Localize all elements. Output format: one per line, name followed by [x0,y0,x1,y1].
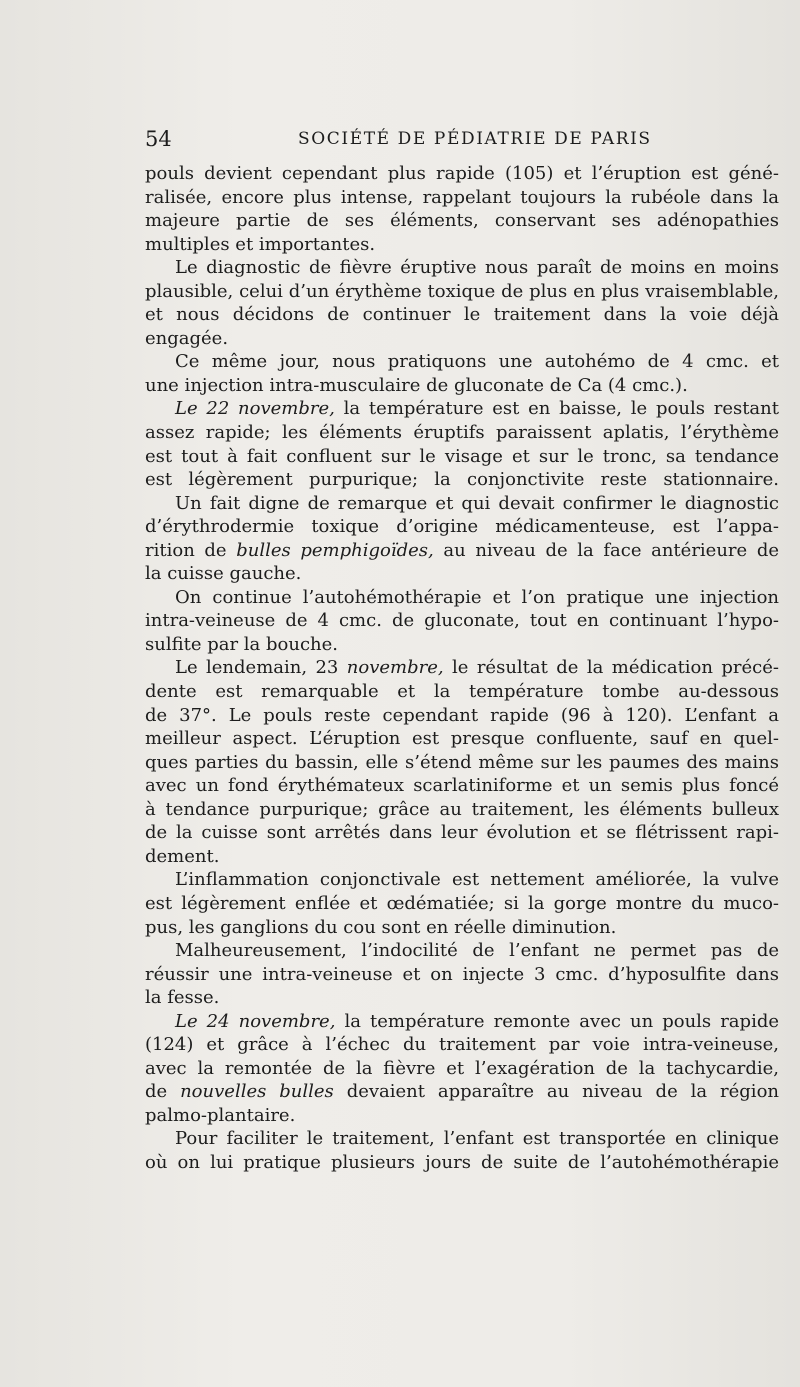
text-line: et nous décidons de continuer le traitement dans la voie déjà [145,304,779,326]
text-line: multiples et importantes. [145,233,376,255]
text-line: ques parties du bassin, elle s’étend même sur les paumes des mains [145,751,779,773]
text-line [145,1010,779,1034]
text-line [145,656,779,680]
text-line: dente est remarquable et la température tombe au-dessous [145,681,779,703]
text-line: meilleur aspect. L’éruption est presque confluente, sauf en quel- [145,728,779,750]
text-line: majeure partie de ses éléments, conservant ses adénopathies [145,210,779,232]
text-line: intra-veineuse de 4 cmc. de gluconate, tout en continuant l’hypo- [145,610,779,632]
italic-term: nouvelles bulles [180,1081,334,1103]
text-line: est légèrement purpurique; la conjonctivite reste stationnaire. [145,469,779,491]
page-number: 54 [145,127,172,151]
line-segment: rition de [145,539,237,561]
line-segment: de [145,1081,181,1103]
text-line: est légèrement enflée et œdématiée; si la gorge montre du muco- [145,892,779,914]
italic-date: Le 22 novembre, [175,398,335,420]
text-line: sulfite par la bouche. [145,633,338,655]
text-line: Malheureusement, l’indocilité de l’enfant ne permet pas de [175,940,779,962]
text-line: pus, les ganglions du cou sont en réelle diminution. [145,916,617,938]
body-text [145,162,779,1175]
text-line: engagée. [145,327,229,349]
text-line: L’inflammation conjonctivale est nettement améliorée, la vulve [175,869,779,891]
text-line: la fesse. [145,987,220,1009]
text-line: plausible, celui d’un érythème toxique de plus en plus vraisemblable, [145,280,779,302]
line-segment: Le lendemain, 23 [175,657,347,679]
text-line: de la cuisse sont arrêtés dans leur évolution et se flétrissent rapi- [145,822,779,844]
text-line: avec un fond érythémateux scarlatiniforme et un semis plus foncé [145,775,779,797]
text-line: avec la remontée de la fièvre et l’exagération de la tachycardie, [145,1057,779,1079]
text-line: palmo-plantaire. [145,1104,296,1126]
line-segment: devaient apparaître au niveau de la région [333,1081,779,1103]
text-line: de 37°. Le pouls reste cependant rapide (96 à 120). L’enfant a [145,704,779,726]
text-line: assez rapide; les éléments éruptifs paraissent aplatis, l’érythème [145,422,779,444]
text-line: où on lui pratique plusieurs jours de suite de l’autohémothérapie [145,1151,779,1173]
page-header [145,124,785,154]
text-line: Un fait digne de remarque et qui devait confirmer le diagnostic [175,492,779,514]
text-line [145,397,779,421]
text-line: d’érythrodermie toxique d’origine médicamenteuse, est l’appa- [145,516,779,538]
text-line: (124) et grâce à l’échec du traitement par voie intra-veineuse, [145,1034,779,1056]
italic-date: novembre, [346,657,444,679]
text-line: réussir une intra-veineuse et on injecte 3 cmc. d’hyposulfite dans [145,963,779,985]
text-line: dement. [145,845,220,867]
line-segment: au niveau de la face antérieure de [433,539,779,561]
line-segment: la température est en baisse, le pouls restant [334,398,779,420]
text-line: une injection intra-musculaire de gluconate de Ca (4 cmc.). [145,374,688,396]
italic-date: Le 24 novembre, [175,1010,336,1032]
running-title: SOCIÉTÉ DE PÉDIATRIE DE PARIS [298,129,652,149]
line-segment: la température remonte avec un pouls rapide [335,1010,779,1032]
text-line: est tout à fait confluent sur le visage et sur le tronc, sa tendance [145,445,779,467]
text-line [145,1080,779,1104]
text-line: Ce même jour, nous pratiquons une autohémo de 4 cmc. et [175,351,779,373]
text-line [145,539,779,563]
text-line: On continue l’autohémothérapie et l’on pratique une injection [175,586,779,608]
text-line: ralisée, encore plus intense, rappelant toujours la rubéole dans la [145,186,779,208]
text-line: la cuisse gauche. [145,563,302,585]
text-line: Pour faciliter le traitement, l’enfant est transportée en clinique [175,1128,779,1150]
text-line: Le diagnostic de fièvre éruptive nous paraît de moins en moins [175,257,779,279]
text-line: pouls devient cependant plus rapide (105) et l’éruption est géné- [145,163,779,184]
line-segment: le résultat de la médication précé- [443,657,779,679]
text-line: à tendance purpurique; grâce au traitement, les éléments bulleux [145,798,779,820]
italic-term: bulles pemphigoïdes, [236,539,434,561]
